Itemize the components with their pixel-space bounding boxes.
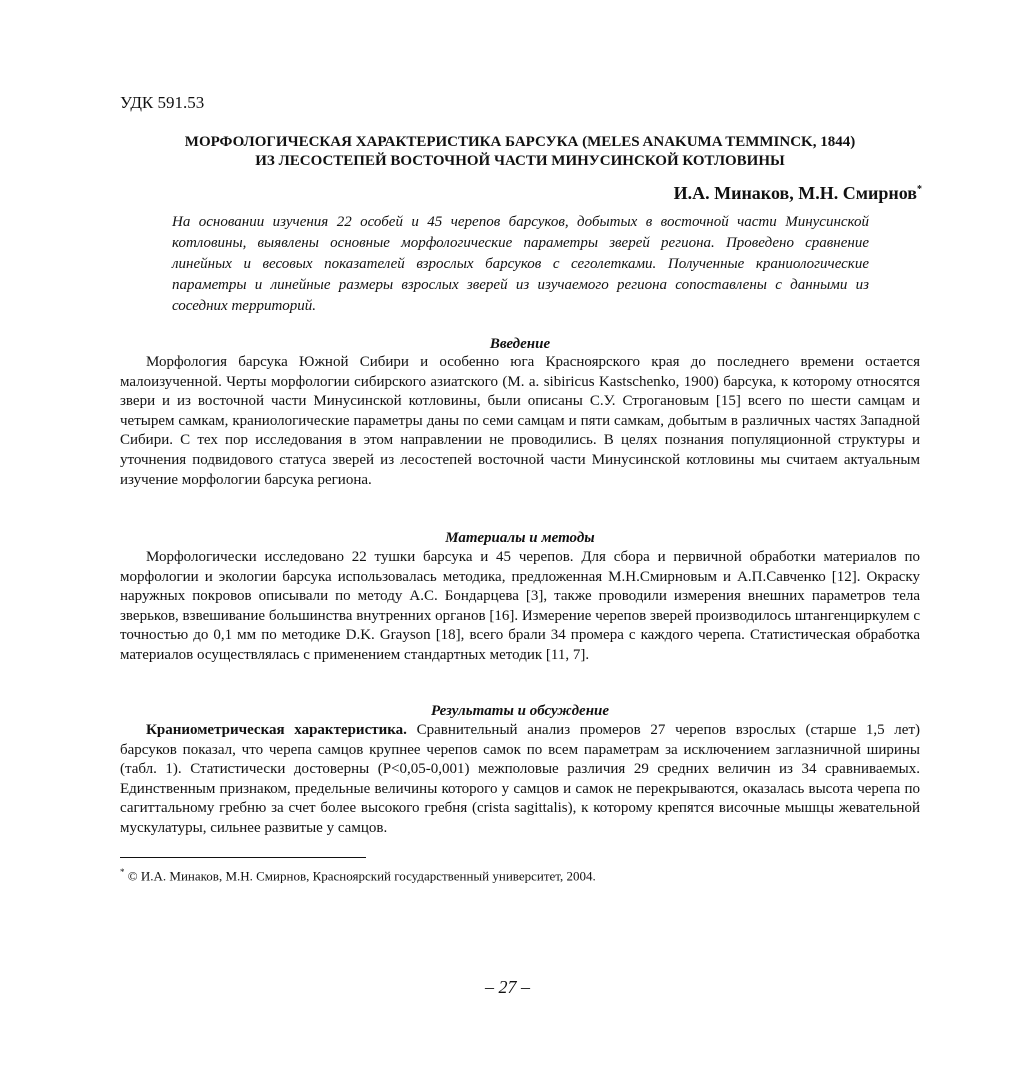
- section-heading-intro: Введение: [489, 336, 551, 352]
- author-names: И.А. Минаков, М.Н. Смирнов: [673, 183, 917, 203]
- methods-paragraph: Морфологически исследовано 22 тушки барсука и 45 черепов. Для сбора и первичной обработки материалов по морфологии и экологии барсука использовалась методика, предложенная М.Н.Смирновым и А.П.Савченко [12]. Окраску наружных покровов описывали по методу А.С. Бондарцева [3], также проводили измерения внешних параметров тела зверьков, взвешивание большинства внутренних органов [16]. Измерение черепов зверей производилось штангенциркулем с точностью до 0,1 мм по методике D.K. Grayson [18], всего брали 34 промера с каждого черепа. Статистическая обработка материалов осуществлялась с применением стандартных методик [11, 7].: [120, 549, 920, 663]
- article-title: [120, 133, 920, 171]
- section-heading-results: Результаты и обсуждение: [430, 703, 610, 719]
- intro-paragraph: Морфология барсука Южной Сибири и особенно юга Красноярского края до последнего времени остается малоизученной. Черты морфологии сибирского азиатского (M. a. sibiricus Kastschenko, 1900) барсука, к которому относятся звери и из восточной части Минусинской котловины, были описаны С.У. Строгановым [15] всего по шести самцам и четырем самкам, краниологические параметры даны по семи самцам и пяти самкам, добытым в различных частях Западной Сибири. С тех пор исследования в этом направлении не проводились. В целях познания популяционной структуры и уточнения подвидового статуса зверей из лесостепей восточной части Минусинской котловины мы считаем актуальным изучение морфологии барсука региона.: [120, 354, 920, 488]
- footnote: [120, 867, 596, 884]
- udc-code: УДК 591.53: [120, 93, 205, 112]
- authors: [674, 179, 922, 204]
- footnote-text: © И.А. Минаков, М.Н. Смирнов, Красноярский государственный университет, 2004.: [124, 868, 596, 884]
- author-footnote-mark: *: [917, 184, 922, 195]
- title-line-2: ИЗ ЛЕСОСТЕПЕЙ ВОСТОЧНОЙ ЧАСТИ МИНУСИНСКОЙ КОТЛОВИНЫ: [255, 153, 785, 169]
- results-text: Сравнительный анализ промеров 27 черепов взрослых (старше 1,5 лет) барсуков показал, что черепа самцов крупнее черепов самок по всем параметрам за исключением заглазничной ширины (табл. 1). Статистически достоверны (P<0,05-0,001) межполовые различия 29 средних величин из 34 сравниваемых. Единственным признаком, предельные величины которого у самцов и самок не перекрываются, оказалась высота черепа по сагиттальному гребню за счет более высокого гребня (crista sagittalis), к которому крепятся височные мышцы жевательной мускулатуры, сильнее развитые у самцов.: [120, 722, 921, 836]
- page-number: – 27 –: [485, 977, 530, 997]
- title-line-1: МОРФОЛОГИЧЕСКАЯ ХАРАКТЕРИСТИКА БАРСУКА (MELES ANAKUMA TEMMINCK, 1844): [184, 134, 856, 150]
- abstract: На основании изучения 22 особей и 45 черепов барсуков, добытых в восточной части Минусинской котловины, выявлены основные морфологические параметры зверей региона. Проведено сравнение линейных и весовых показателей взрослых барсуков с сеголетками. Полученные краниологические параметры и линейные размеры взрослых зверей из изучаемого региона сопоставлены с данными из соседних территорий.: [172, 214, 869, 314]
- footnote-mark: *: [120, 867, 125, 877]
- section-heading-methods: Материалы и методы: [445, 530, 595, 546]
- results-lead: Краниометрическая характеристика.: [146, 722, 407, 738]
- results-paragraph: [120, 721, 920, 839]
- footnote-divider: [120, 857, 366, 858]
